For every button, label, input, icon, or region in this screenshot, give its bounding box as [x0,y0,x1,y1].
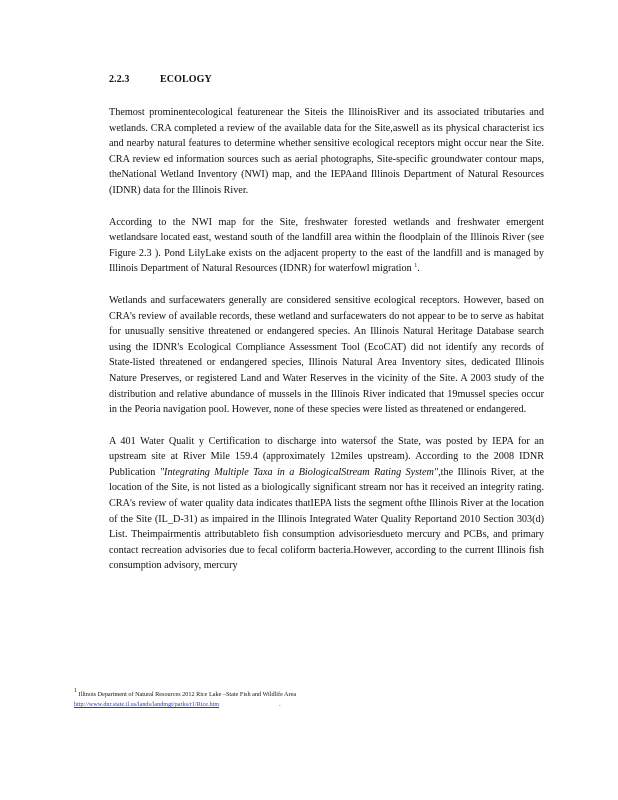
paragraph-4-start: A 401 Water Qualit y Certification to discharge into watersof the State, was posted by IEPA for an upstream site at River Mile 159.4 (approximately 12miles upstream). According to the 2008 IDNR Publication [109,435,544,478]
footnote-trailing-period: . [279,701,281,708]
paragraph-2 [109,215,544,277]
body-text [109,105,544,574]
paragraph-2-text: According to the NWI map for the Site, freshwater forested wetlands and freshwater emergent wetlandsare located east, westand south of the landfill area within the floodplain of the Illinois River (see Figure 2.3 ). Pond LilyLake exists on the adjacent property to the east of the landfill and is managed by Illinois Department of Natural Resources (IDNR) for waterfowl migration [109,216,544,275]
footnote-text: Illinois Department of Natural Resources 2012 Rice Lake –State Fish and Wildlife Area [78,691,297,698]
footnote-url-line [74,700,554,710]
publication-title: "Integrating Multiple Taxa in a BiologicalStream Rating System" [159,466,439,478]
paragraph-3: Wetlands and surfacewaters generally are considered sensitive ecological receptors. However, based on CRA's review of available records, these wetland and surfacewaters do not appear to be to serve as habitat for unusually sensitive threatened or endangered species. An Illinois Natural Heritage Database search using the IDNR's Ecological Compliance Assessment Tool (EcoCAT) did not identify any records of State-listed threatened or endangered species, Illinois Natural Area Inventory sites, dedicated Illinois Nature Preserves, or registered Land and Water Reserves in the vicinity of the Site. A 2003 study of the distribution and relative abundance of mussels in the Illinois River indicated that 19mussel species occur in the Peoria navigation pool. However, none of these species were listed as threatened or endangered. [109,294,544,416]
paragraph-1: Themost prominentecological featurenear the Siteis the IllinoisRiver and its associated tributaries and wetlands. CRA completed a review of the available data for the Site,aswell as its physical characterist ics and nearby natural features to determine whether sensitive ecological receptors might occur near the Site. CRA review ed information sources such as aerial photographs, Site-specific groundwater contour maps, theNational Wetland Inventory (NWI) map, and the IEPAand Illinois Department of Natural Resources (IDNR) data for the Illinois River. [109,107,544,196]
footnote-reference: 1 [414,263,418,270]
section-title: ECOLOGY [160,74,212,85]
footnote-marker: 1 [74,688,77,694]
paragraph-2-end: . [417,263,420,275]
paragraph-4-rest: ,the Illinois River, at the location of the Site, is not listed as a biologically significant stream nor has it received an integrity rating. CRA's review of water quality data indicates thatIEPA lists the segment ofthe Illinois River at the location of the Site (IL_D-31) as impaired in the Illinois Integrated Water Quality Reportand 2010 Section 303(d) List. Theimpairmentis attributableto fish consumption advisoriesdueto mercury and PCBs, and primary contact recreation advisories due to fecal coliform bacteria.However, according to the current Illinois fish consumption advisory, mercury [109,466,545,572]
footnote-link[interactable]: http://www.dnr.state.il.us/lands/landmgt/parks/r1/Rice.htm [74,701,220,708]
paragraph-4 [109,434,544,574]
footnote-line [74,690,554,700]
section-heading [109,74,212,85]
footnote-area [74,690,554,710]
section-number: 2.2.3 [109,74,130,85]
